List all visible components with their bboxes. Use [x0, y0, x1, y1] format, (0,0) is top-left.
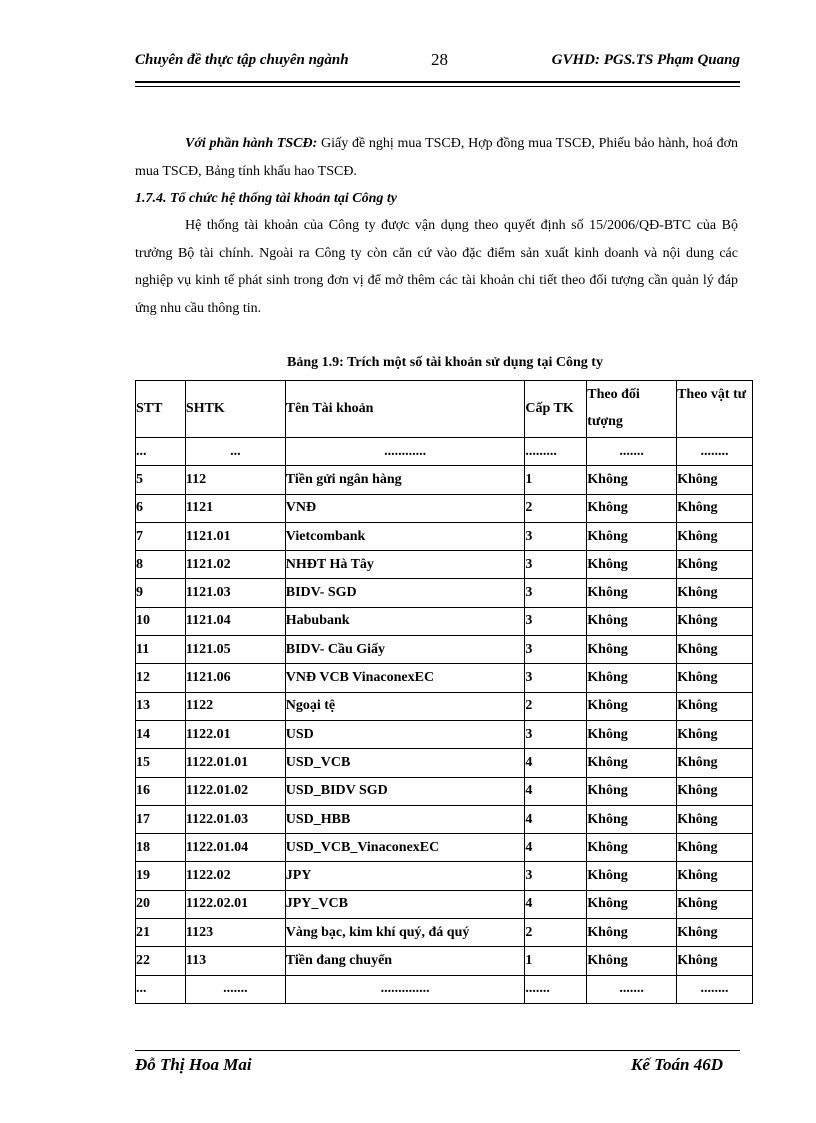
cell-shtk: 1122.01.04: [185, 834, 285, 862]
col-header-level: Cấp TK: [525, 381, 587, 438]
cell-shtk: 1122.01.02: [185, 777, 285, 805]
paragraph-account-system: [135, 212, 738, 322]
footer-author: Đỗ Thị Hoa Mai: [135, 1055, 252, 1074]
table-row: [136, 692, 753, 720]
cell-stt: 20: [136, 890, 186, 918]
cell-by-object: Không: [587, 919, 677, 947]
cell-shtk: ...: [185, 438, 285, 466]
cell-level: 3: [525, 862, 587, 890]
cell-by-material: Không: [677, 466, 753, 494]
cell-account-name: JPY_VCB: [285, 890, 525, 918]
section-heading: 1.7.4. Tổ chức hệ thống tài khoản tại Công ty: [135, 191, 397, 206]
table-row: [136, 834, 753, 862]
cell-account-name: Tiền đang chuyển: [285, 947, 525, 975]
table-row: [136, 607, 753, 635]
cell-account-name: Vietcombank: [285, 522, 525, 550]
table-body: [136, 438, 753, 1004]
cell-shtk: 1122.01: [185, 720, 285, 748]
cell-stt: 13: [136, 692, 186, 720]
cell-account-name: VNĐ VCB VinaconexEC: [285, 664, 525, 692]
cell-stt: 16: [136, 777, 186, 805]
cell-by-object: Không: [587, 947, 677, 975]
body-content: [135, 130, 738, 322]
table-row: [136, 720, 753, 748]
table-row: [136, 749, 753, 777]
paragraph-tscd: [135, 130, 738, 185]
cell-account-name: Tiền gửi ngân hàng: [285, 466, 525, 494]
cell-level: 3: [525, 720, 587, 748]
cell-shtk: 1121.02: [185, 551, 285, 579]
cell-by-object: .......: [587, 438, 677, 466]
page-header: [135, 50, 740, 72]
cell-by-object: Không: [587, 607, 677, 635]
page-number: 28: [431, 50, 448, 69]
cell-account-name: Habubank: [285, 607, 525, 635]
cell-shtk: 1121: [185, 494, 285, 522]
cell-level: 4: [525, 777, 587, 805]
col-header-by-material: Theo vật tư: [677, 381, 753, 438]
cell-by-material: Không: [677, 834, 753, 862]
col-header-stt: STT: [136, 381, 186, 438]
cell-by-material: Không: [677, 749, 753, 777]
table-row: [136, 522, 753, 550]
cell-by-material: Không: [677, 947, 753, 975]
paragraph-lead: Với phần hành TSCĐ:: [185, 136, 318, 151]
cell-level: 3: [525, 607, 587, 635]
cell-account-name: VNĐ: [285, 494, 525, 522]
table-row: [136, 890, 753, 918]
cell-level: 3: [525, 636, 587, 664]
cell-level: 2: [525, 494, 587, 522]
cell-stt: 10: [136, 607, 186, 635]
cell-level: 4: [525, 749, 587, 777]
cell-shtk: 113: [185, 947, 285, 975]
cell-by-material: Không: [677, 607, 753, 635]
table-row: [136, 466, 753, 494]
cell-by-object: Không: [587, 692, 677, 720]
cell-shtk: 1121.06: [185, 664, 285, 692]
cell-account-name: JPY: [285, 862, 525, 890]
cell-stt: 12: [136, 664, 186, 692]
cell-account-name: BIDV- SGD: [285, 579, 525, 607]
cell-stt: 6: [136, 494, 186, 522]
cell-by-object: Không: [587, 522, 677, 550]
col-header-by-object: Theo đối tượng: [587, 381, 677, 438]
cell-stt: 15: [136, 749, 186, 777]
cell-stt: 21: [136, 919, 186, 947]
cell-account-name: USD_BIDV SGD: [285, 777, 525, 805]
footer-rule: [135, 1050, 740, 1051]
cell-by-material: Không: [677, 919, 753, 947]
cell-by-object: Không: [587, 466, 677, 494]
table-row: [136, 862, 753, 890]
cell-stt: ...: [136, 975, 186, 1003]
header-supervisor: GVHD: PGS.TS Phạm Quang: [551, 52, 740, 68]
cell-level: 4: [525, 890, 587, 918]
cell-by-object: Không: [587, 579, 677, 607]
cell-by-material: Không: [677, 720, 753, 748]
cell-shtk: 1122.01.03: [185, 805, 285, 833]
cell-stt: 14: [136, 720, 186, 748]
cell-account-name: ............: [285, 438, 525, 466]
cell-level: 4: [525, 834, 587, 862]
cell-by-object: Không: [587, 720, 677, 748]
table-row: [136, 494, 753, 522]
cell-stt: 18: [136, 834, 186, 862]
cell-stt: 7: [136, 522, 186, 550]
footer-class: Kế Toán 46D: [631, 1055, 723, 1074]
cell-shtk: 1122.01.01: [185, 749, 285, 777]
header-rule-thick: [135, 81, 740, 83]
cell-by-object: Không: [587, 749, 677, 777]
cell-by-object: Không: [587, 862, 677, 890]
cell-by-object: Không: [587, 551, 677, 579]
cell-stt: 17: [136, 805, 186, 833]
cell-shtk: 1123: [185, 919, 285, 947]
cell-stt: 11: [136, 636, 186, 664]
cell-stt: 5: [136, 466, 186, 494]
table-row: [136, 551, 753, 579]
cell-level: 2: [525, 919, 587, 947]
cell-by-object: .......: [587, 975, 677, 1003]
cell-by-object: Không: [587, 777, 677, 805]
cell-level: .......: [525, 975, 587, 1003]
cell-account-name: USD_VCB: [285, 749, 525, 777]
cell-account-name: NHĐT Hà Tây: [285, 551, 525, 579]
cell-shtk: 1122.02.01: [185, 890, 285, 918]
cell-by-object: Không: [587, 494, 677, 522]
cell-account-name: USD_HBB: [285, 805, 525, 833]
cell-shtk: .......: [185, 975, 285, 1003]
cell-account-name: Ngoại tệ: [285, 692, 525, 720]
cell-level: 3: [525, 664, 587, 692]
cell-by-object: Không: [587, 664, 677, 692]
cell-level: 3: [525, 522, 587, 550]
cell-shtk: 1121.03: [185, 579, 285, 607]
table-row: [136, 805, 753, 833]
col-header-shtk: SHTK: [185, 381, 285, 438]
cell-by-material: Không: [677, 862, 753, 890]
cell-by-material: Không: [677, 664, 753, 692]
cell-shtk: 112: [185, 466, 285, 494]
cell-stt: 22: [136, 947, 186, 975]
cell-by-material: Không: [677, 805, 753, 833]
cell-level: 1: [525, 466, 587, 494]
header-rule-thin: [135, 86, 740, 87]
cell-account-name: BIDV- Cầu Giấy: [285, 636, 525, 664]
cell-shtk: 1121.04: [185, 607, 285, 635]
cell-stt: ...: [136, 438, 186, 466]
cell-account-name: Vàng bạc, kim khí quý, đá quý: [285, 919, 525, 947]
cell-by-material: ........: [677, 438, 753, 466]
cell-by-object: Không: [587, 890, 677, 918]
cell-by-material: Không: [677, 579, 753, 607]
cell-level: 4: [525, 805, 587, 833]
accounts-table: [135, 380, 753, 1004]
cell-level: .........: [525, 438, 587, 466]
cell-by-object: Không: [587, 636, 677, 664]
col-header-account-name: Tên Tài khoản: [285, 381, 525, 438]
table-row: [136, 947, 753, 975]
cell-by-material: Không: [677, 890, 753, 918]
header-course-title: Chuyên đề thực tập chuyên ngành: [135, 52, 349, 68]
table-row: [136, 579, 753, 607]
table-caption: Bảng 1.9: Trích một số tài khoản sử dụng tại Công ty: [287, 355, 603, 370]
table-row: [136, 777, 753, 805]
table-row: [136, 664, 753, 692]
cell-by-object: Không: [587, 805, 677, 833]
cell-stt: 8: [136, 551, 186, 579]
cell-by-material: Không: [677, 636, 753, 664]
cell-level: 2: [525, 692, 587, 720]
cell-shtk: 1122: [185, 692, 285, 720]
cell-by-material: Không: [677, 494, 753, 522]
cell-by-material: Không: [677, 551, 753, 579]
cell-account-name: USD: [285, 720, 525, 748]
cell-shtk: 1122.02: [185, 862, 285, 890]
cell-by-material: Không: [677, 692, 753, 720]
cell-by-material: ........: [677, 975, 753, 1003]
paragraph-text: Hệ thống tài khoản của Công ty được vận dụng theo quyết định số 15/2006/QĐ-BTC của Bộ trưởng Bộ tài chính. Ngoài ra Công ty còn căn cứ vào đặc điểm sản xuất kinh doanh và nội dung các nghiệp vụ kinh tế phát sinh trong đơn vị để mở thêm các tài khoản chi tiết theo đối tượng cần quản lý đáp ứng nhu cầu thông tin.: [135, 218, 738, 316]
cell-shtk: 1121.05: [185, 636, 285, 664]
cell-level: 3: [525, 579, 587, 607]
table-header-row: [136, 381, 753, 438]
table-row: [136, 636, 753, 664]
cell-level: 1: [525, 947, 587, 975]
cell-by-object: Không: [587, 834, 677, 862]
cell-stt: 9: [136, 579, 186, 607]
cell-by-material: Không: [677, 777, 753, 805]
cell-level: 3: [525, 551, 587, 579]
table-row: [136, 975, 753, 1003]
cell-account-name: USD_VCB_VinaconexEC: [285, 834, 525, 862]
table-row: [136, 919, 753, 947]
table-row: [136, 438, 753, 466]
cell-shtk: 1121.01: [185, 522, 285, 550]
cell-by-material: Không: [677, 522, 753, 550]
cell-account-name: ..............: [285, 975, 525, 1003]
paragraph-text: Giấy đề nghị mua TSCĐ, Hợp đồng mua TSCĐ, Phiếu bảo hành, hoá đơn mua TSCĐ, Bảng tính khấu hao TSCĐ.: [135, 136, 738, 179]
cell-stt: 19: [136, 862, 186, 890]
